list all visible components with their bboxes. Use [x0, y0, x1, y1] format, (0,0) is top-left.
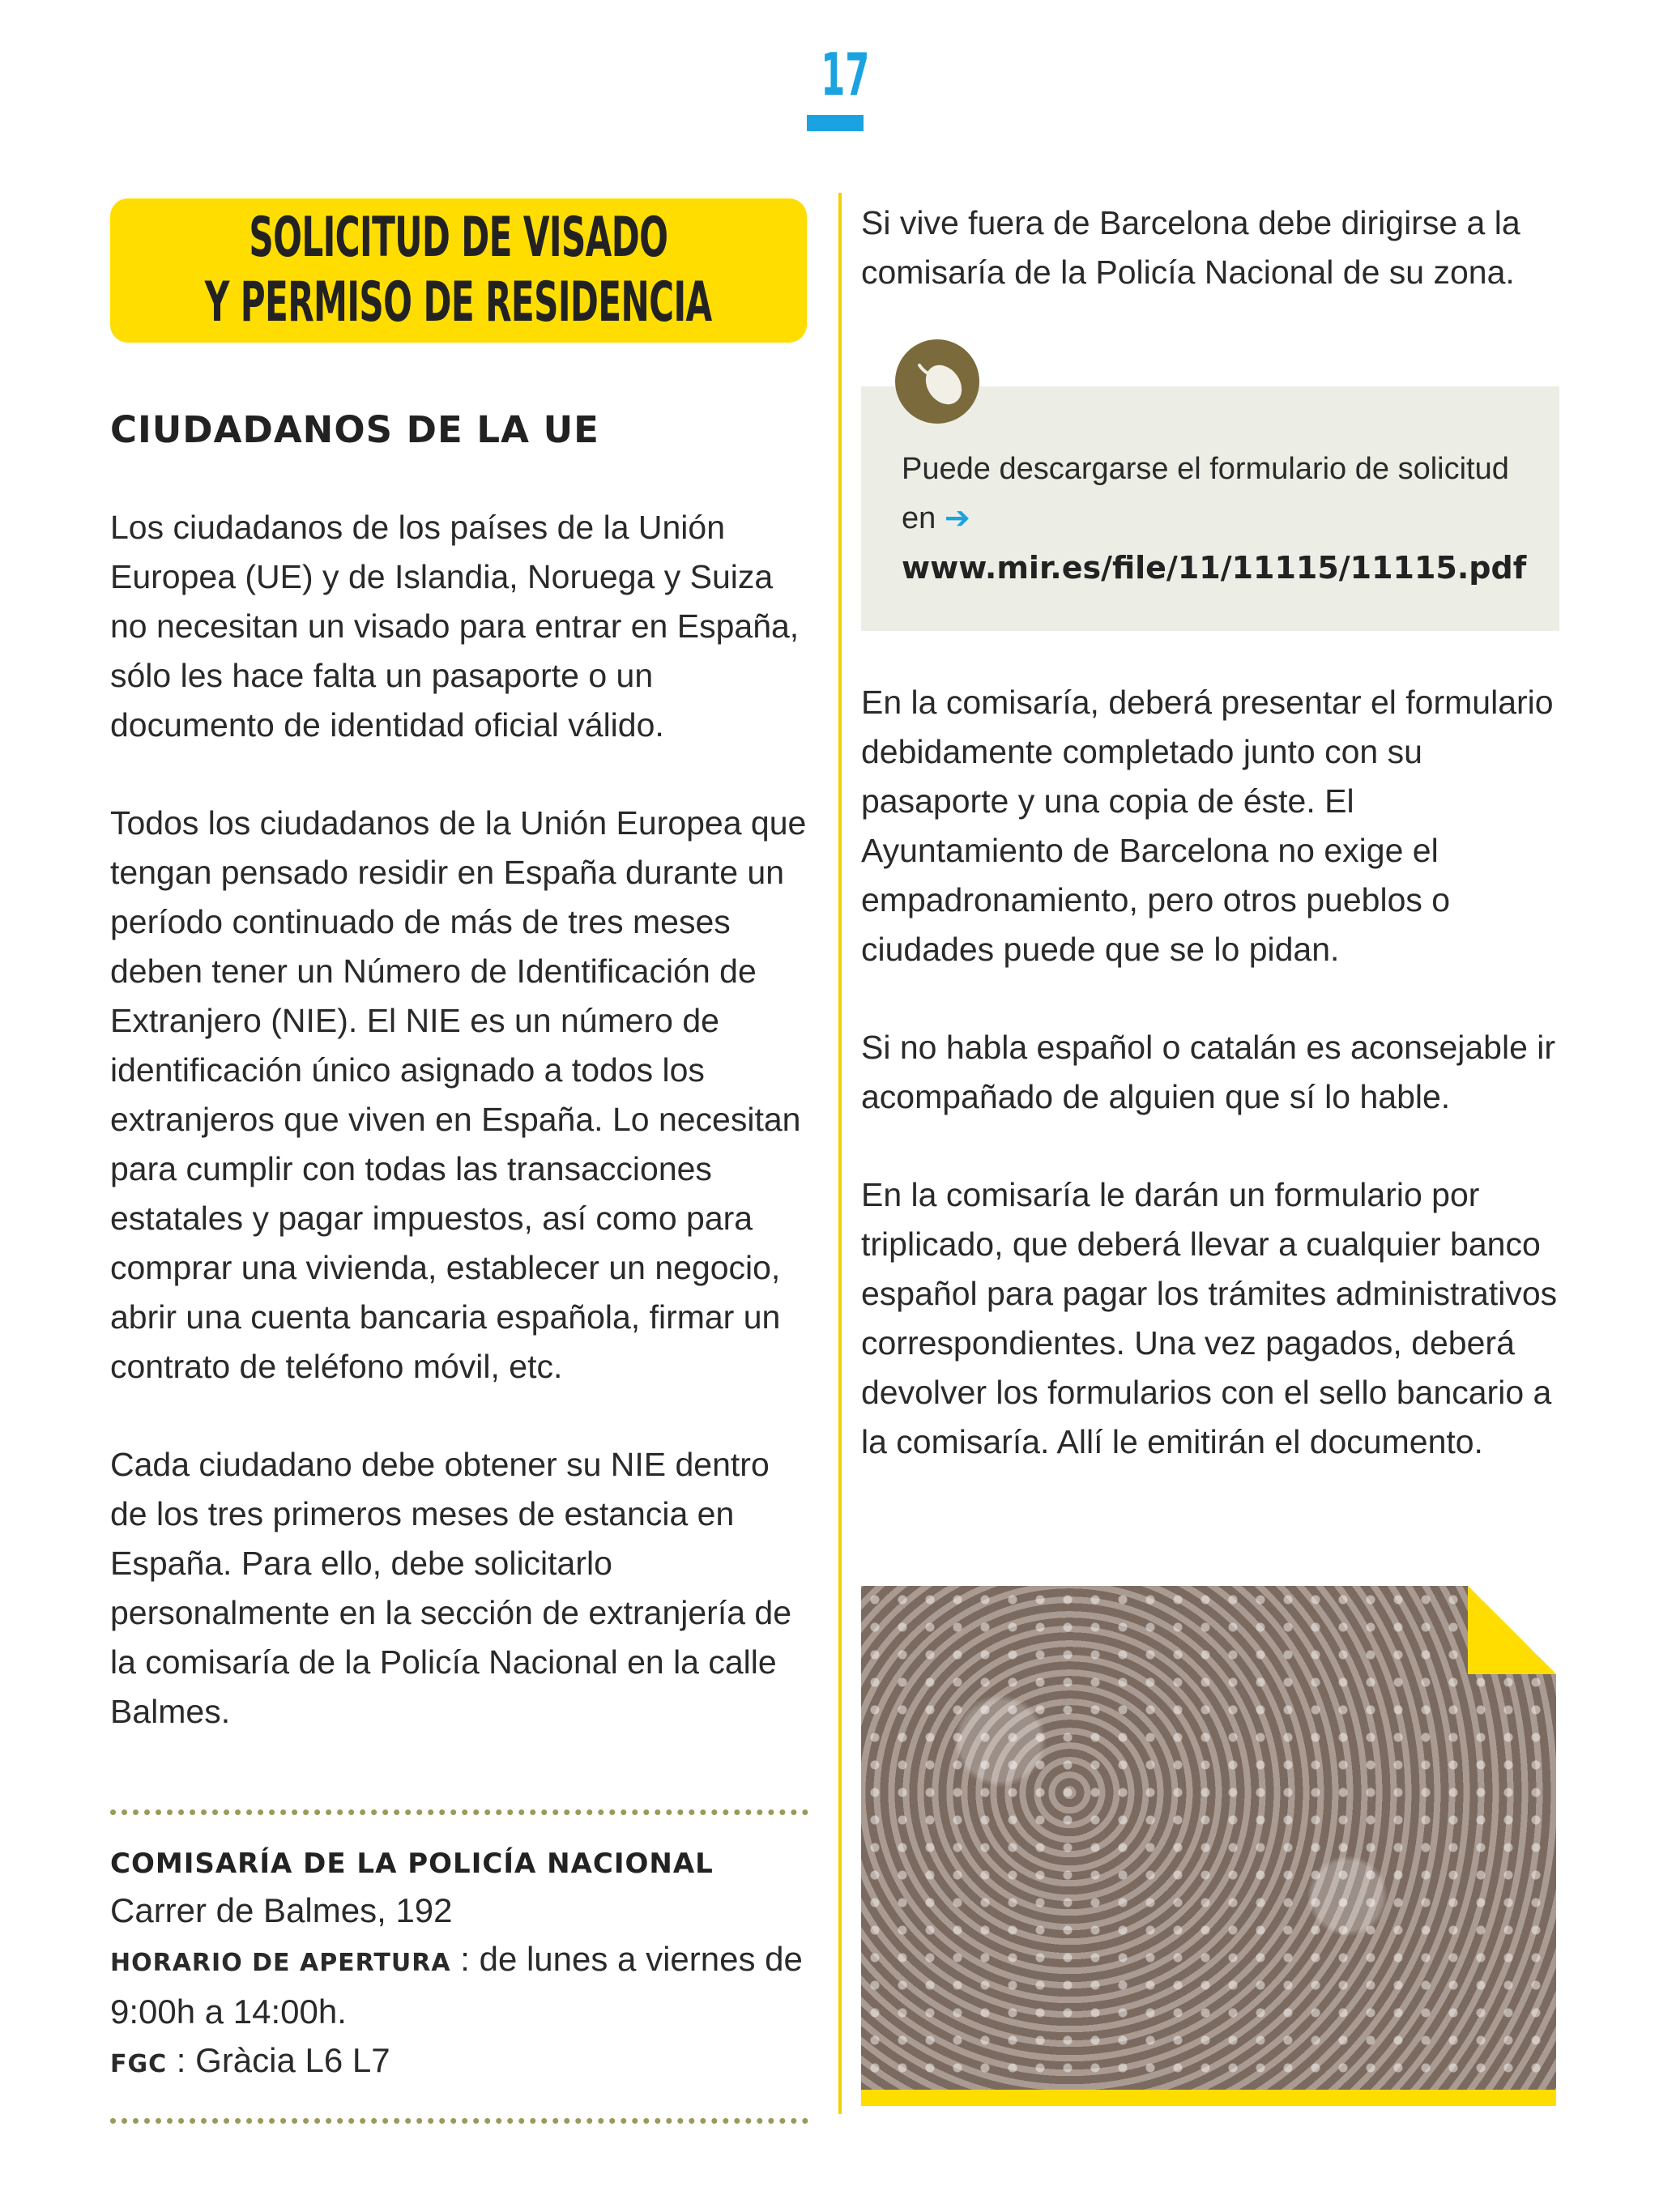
- paragraph-language: Si no habla español o catalán es aconsejable ir acompañado de alguien que sí lo hable.: [861, 1029, 1556, 1115]
- left-column: [110, 198, 807, 2124]
- office-hours: [110, 1935, 807, 2036]
- download-note: [861, 386, 1559, 631]
- title-line-2: Y PERMISO DE RESIDENCIA: [205, 271, 712, 335]
- info-block: [110, 1841, 807, 2089]
- page-number-underline: [807, 115, 864, 131]
- photo-corner-fold: [1468, 1586, 1556, 1674]
- page-number: 17: [821, 40, 870, 109]
- hours-value: de lunes a viernes de 9:00h a 14:00h.: [110, 1940, 803, 2031]
- download-note-text: [902, 445, 1527, 594]
- form-download-link[interactable]: www.mir.es/file/11/11115/11115.pdf: [902, 550, 1527, 586]
- paragraph-eu-citizens: Los ciudadanos de los países de la Unión Europea (UE) y de Islandia, Noruega y Suiza no necesitan un visado para entrar en España, sólo les hace falta un pasaporte o un documento de identidad oficial válido.: [110, 509, 800, 744]
- note-text: Puede descargarse el formulario de solicitud en: [902, 452, 1509, 535]
- column-divider: [838, 193, 842, 2114]
- paragraph-obtain-nie: Cada ciudadano debe obtener su NIE dentro de los tres primeros meses de estancia en España. Para ello, debe solicitarlo personalmente en la sección de extranjería de la comisaría de la Policía Nacional en la calle Balmes.: [110, 1446, 792, 1730]
- office-name: COMISARÍA DE LA POLICÍA NACIONAL: [110, 1848, 714, 1880]
- title-box: [110, 198, 807, 343]
- fgc-separator: :: [167, 2041, 196, 2079]
- office-address: Carrer de Balmes, 192: [110, 1891, 453, 1929]
- photo-bottom-bar: [861, 2090, 1556, 2106]
- section-heading: CIUDADANOS DE LA UE: [110, 408, 599, 451]
- hours-separator: :: [450, 1940, 480, 1978]
- fgc-value: Gràcia L6 L7: [195, 2041, 390, 2079]
- arrow-right-icon: ➔: [944, 501, 970, 535]
- office-transport: [110, 2036, 807, 2089]
- paragraph-nie: Todos los ciudadanos de la Unión Europea que tengan pensado residir en España durante un período continuado de más de tres meses deben tener un Número de Identificación de Extranjero (NIE). El NIE es un número de identificación único asignado a todos los extranjeros que viven en España. Lo necesitan para cumplir con todas las transacciones estatales y pagar impuestos, así como para comprar una vivienda, establecer un negocio, abrir una cuenta bancaria española, firmar un contrato de teléfono móvil, etc.: [110, 804, 807, 1385]
- right-column: [861, 198, 1559, 1467]
- mouse-icon: [895, 339, 979, 424]
- dotted-divider-bottom: [110, 2118, 808, 2124]
- tile-pattern-photo: [861, 1586, 1556, 2103]
- paragraph-outside-barcelona: Si vive fuera de Barcelona debe dirigirse a la comisaría de la Policía Nacional de su zona.: [861, 204, 1520, 291]
- title-line-1: SOLICITUD DE VISADO: [249, 206, 668, 270]
- hours-label: HORARIO DE APERTURA: [110, 1949, 451, 1977]
- dotted-divider-top: [110, 1809, 808, 1815]
- fgc-label: FGC: [110, 2050, 168, 2078]
- paragraph-triplicate: En la comisaría le darán un formulario por triplicado, que deberá llevar a cualquier banco español para pagar los trámites administrativos correspondientes. Una vez pagados, deberá devolver los formularios con el sello bancario a la comisaría. Allí le emitirán el documento.: [861, 1176, 1558, 1460]
- photo-dots: [861, 1586, 1556, 2103]
- spacer: [861, 631, 1559, 678]
- paragraph-present-form: En la comisaría, deberá presentar el formulario debidamente completado junto con su pasaporte y una copia de éste. El Ayuntamiento de Barcelona no exige el empadronamiento, pero otros pueblos o ciudades puede que se lo pidan.: [861, 684, 1554, 968]
